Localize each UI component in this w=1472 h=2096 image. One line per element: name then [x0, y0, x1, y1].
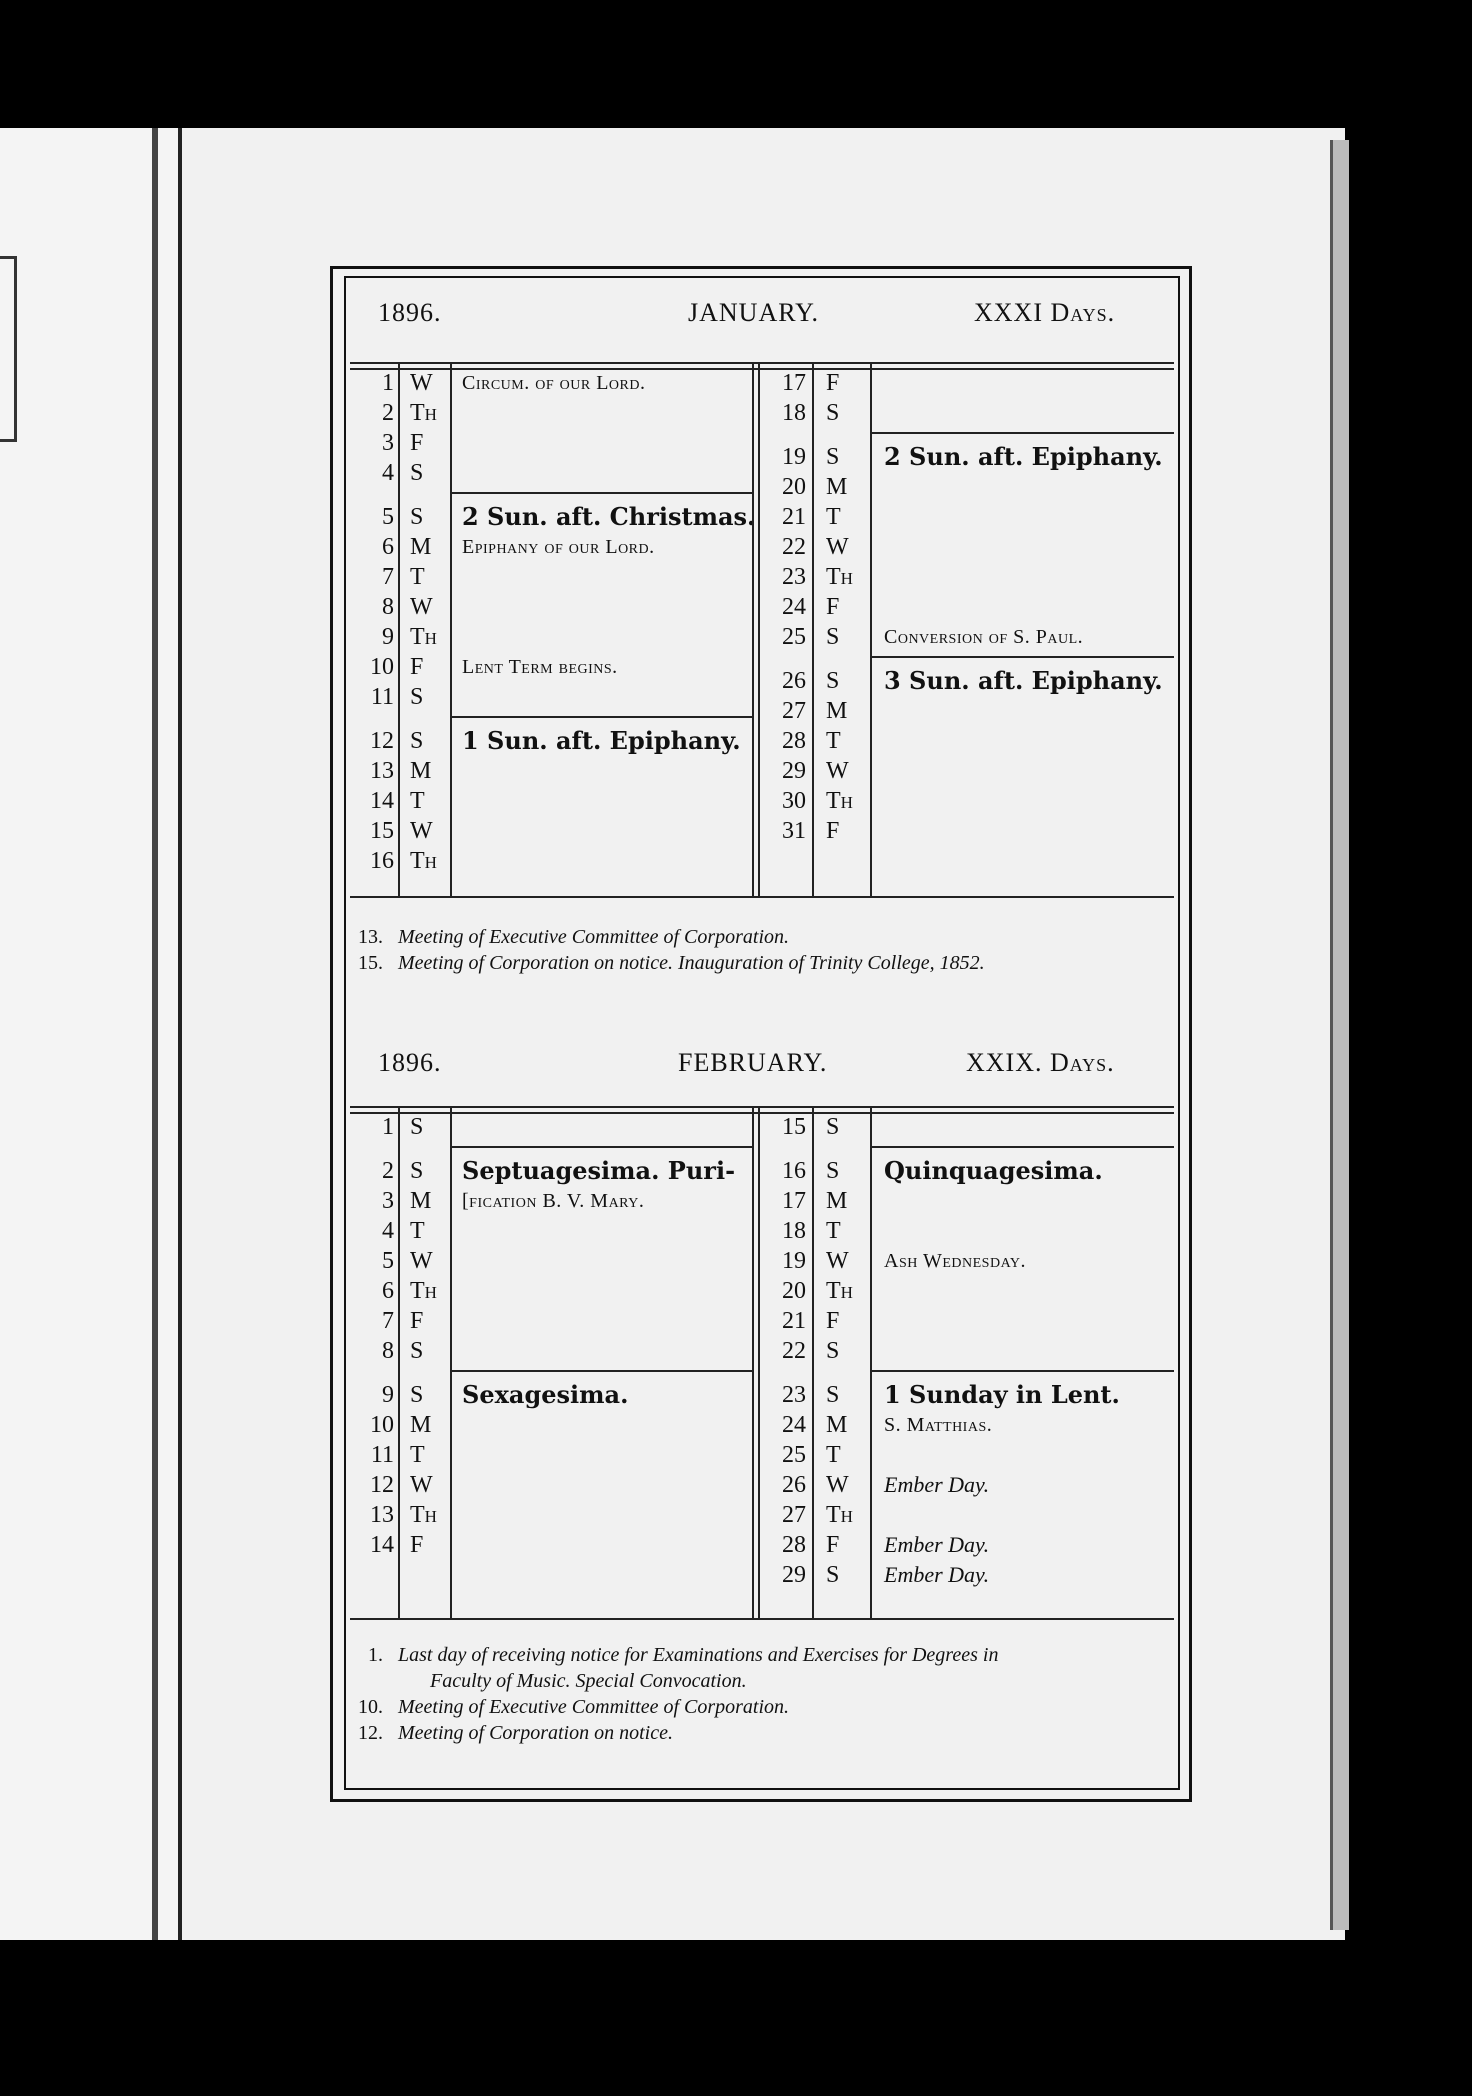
day-number: 27	[782, 698, 806, 724]
weekday: W	[826, 534, 849, 560]
day-number: 4	[382, 1218, 394, 1244]
day-event: 2 Sun. aft. Epiphany.	[884, 442, 1163, 471]
weekday: S	[410, 504, 424, 530]
weekday: W	[826, 1472, 849, 1498]
day-event: Epiphany of our Lord.	[462, 536, 655, 558]
weekday: S	[410, 1382, 424, 1408]
weekday: S	[410, 1114, 424, 1140]
day-event: Circum. of our Lord.	[462, 372, 646, 394]
weekday: F	[410, 430, 424, 456]
weekday: M	[826, 1412, 848, 1438]
day-number: 26	[782, 668, 806, 694]
note-text: Meeting of Corporation on notice. Inauguration of Trinity College, 1852.	[398, 952, 985, 974]
weekday: W	[410, 818, 433, 844]
weekday: T	[826, 728, 841, 754]
weekday: Th	[826, 788, 853, 814]
day-number: 5	[382, 1248, 394, 1274]
weekday: F	[826, 1308, 840, 1334]
weekday: T	[410, 1442, 425, 1468]
day-number: 29	[782, 1562, 806, 1588]
day-number: 23	[782, 1382, 806, 1408]
weekday: T	[410, 564, 425, 590]
weekday: W	[410, 1248, 433, 1274]
weekday: F	[410, 1308, 424, 1334]
day-number: 14	[370, 788, 394, 814]
weekday: Th	[826, 1278, 853, 1304]
weekday: M	[826, 474, 848, 500]
day-number: 6	[382, 1278, 394, 1304]
week-rule	[870, 656, 1174, 658]
weekday: T	[410, 1218, 425, 1244]
weekday: W	[826, 1248, 849, 1274]
weekday: T	[826, 1442, 841, 1468]
weekday: S	[826, 1114, 840, 1140]
weekday: S	[826, 1338, 840, 1364]
note-number: 15.	[358, 952, 383, 974]
day-number: 3	[382, 1188, 394, 1214]
day-number: 4	[382, 460, 394, 486]
day-number: 1	[382, 370, 394, 396]
weekday: Th	[410, 848, 437, 874]
day-event: Ember Day.	[884, 1562, 990, 1587]
day-number: 13	[370, 758, 394, 784]
week-rule	[450, 1146, 752, 1148]
weekday: S	[826, 1382, 840, 1408]
weekday: W	[410, 594, 433, 620]
note-text: Faculty of Music. Special Convocation.	[430, 1670, 747, 1692]
day-number: 12	[370, 728, 394, 754]
day-number: 15	[370, 818, 394, 844]
weekday: F	[826, 1532, 840, 1558]
note-text: Meeting of Executive Committee of Corporation.	[398, 926, 790, 948]
weekday: W	[410, 1472, 433, 1498]
day-number: 21	[782, 1308, 806, 1334]
week-rule	[870, 1146, 1174, 1148]
day-event: Conversion of S. Paul.	[884, 626, 1084, 648]
note-text: Last day of receiving notice for Examinations and Exercises for Degrees in	[398, 1644, 999, 1666]
day-number: 20	[782, 474, 806, 500]
left-num-rule	[398, 364, 400, 896]
weekday: S	[826, 444, 840, 470]
right-num-rule	[812, 1108, 814, 1618]
day-event: Ember Day.	[884, 1532, 990, 1557]
day-event: Septuagesima. Puri-	[462, 1156, 736, 1185]
note-text: Meeting of Executive Committee of Corporation.	[398, 1696, 790, 1718]
day-number: 11	[370, 684, 394, 710]
day-event: Sexagesima.	[462, 1380, 629, 1409]
week-rule	[450, 716, 752, 718]
day-number: 17	[782, 1188, 806, 1214]
february-top-rule	[350, 1106, 1174, 1114]
day-event: Quinquagesima.	[884, 1156, 1103, 1185]
day-number: 19	[782, 1248, 806, 1274]
day-number: 28	[782, 728, 806, 754]
january-days-label: XXXI Days.	[974, 298, 1116, 327]
day-number: 25	[782, 624, 806, 650]
day-number: 9	[382, 624, 394, 650]
day-number: 23	[782, 564, 806, 590]
week-rule	[870, 1370, 1174, 1372]
day-event: Ember Day.	[884, 1472, 990, 1497]
day-number: 28	[782, 1532, 806, 1558]
day-event: Lent Term begins.	[462, 656, 618, 678]
day-number: 17	[782, 370, 806, 396]
left-num-rule	[398, 1108, 400, 1618]
week-rule	[450, 1370, 752, 1372]
day-number: 13	[370, 1502, 394, 1528]
day-number: 25	[782, 1442, 806, 1468]
day-number: 24	[782, 594, 806, 620]
weekday: F	[826, 818, 840, 844]
day-number: 9	[382, 1382, 394, 1408]
day-number: 12	[370, 1472, 394, 1498]
weekday: S	[410, 684, 424, 710]
note-number: 13.	[358, 926, 383, 948]
weekday: Th	[826, 564, 853, 590]
day-number: 30	[782, 788, 806, 814]
day-number: 7	[382, 1308, 394, 1334]
weekday: M	[826, 698, 848, 724]
left-dow-rule	[450, 1108, 452, 1618]
note-number: 1.	[368, 1644, 383, 1666]
weekday: S	[410, 460, 424, 486]
day-number: 8	[382, 1338, 394, 1364]
weekday: S	[826, 1158, 840, 1184]
weekday: M	[410, 1188, 432, 1214]
february-year: 1896.	[378, 1048, 442, 1077]
day-number: 20	[782, 1278, 806, 1304]
day-number: 18	[782, 400, 806, 426]
day-number: 10	[370, 1412, 394, 1438]
day-number: 18	[782, 1218, 806, 1244]
february-days-label: XXIX. Days.	[966, 1048, 1115, 1077]
day-number: 16	[370, 848, 394, 874]
day-number: 29	[782, 758, 806, 784]
weekday: T	[826, 1218, 841, 1244]
day-event: [fication B. V. Mary.	[462, 1190, 645, 1212]
february-bottom-rule	[350, 1618, 1174, 1620]
week-rule	[870, 432, 1174, 434]
weekday: S	[826, 668, 840, 694]
day-number: 31	[782, 818, 806, 844]
facing-page-frame	[0, 256, 17, 442]
weekday: S	[826, 1562, 840, 1588]
day-number: 11	[370, 1442, 394, 1468]
weekday: F	[410, 1532, 424, 1558]
right-dow-rule	[870, 364, 872, 896]
weekday: T	[826, 504, 841, 530]
note-number: 12.	[358, 1722, 383, 1744]
note-text: Meeting of Corporation on notice.	[398, 1722, 673, 1744]
page-edge	[1330, 140, 1349, 1930]
weekday: S	[826, 400, 840, 426]
weekday: Th	[410, 400, 437, 426]
day-event: Ash Wednesday.	[884, 1250, 1027, 1272]
left-dow-rule	[450, 364, 452, 896]
weekday: S	[410, 1338, 424, 1364]
day-number: 6	[382, 534, 394, 560]
day-event: S. Matthias.	[884, 1414, 993, 1436]
day-number: 27	[782, 1502, 806, 1528]
weekday: M	[826, 1188, 848, 1214]
day-number: 26	[782, 1472, 806, 1498]
weekday: S	[410, 1158, 424, 1184]
day-number: 3	[382, 430, 394, 456]
weekday: Th	[410, 1502, 437, 1528]
weekday: Th	[410, 624, 437, 650]
day-number: 22	[782, 1338, 806, 1364]
weekday: M	[410, 758, 432, 784]
day-number: 22	[782, 534, 806, 560]
weekday: S	[826, 624, 840, 650]
weekday: W	[826, 758, 849, 784]
note-number: 10.	[358, 1696, 383, 1718]
day-number: 24	[782, 1412, 806, 1438]
weekday: S	[410, 728, 424, 754]
day-number: 14	[370, 1532, 394, 1558]
weekday: F	[410, 654, 424, 680]
book-binding	[152, 128, 158, 1940]
january-month-title: JANUARY.	[688, 298, 820, 327]
center-double-rule	[752, 1108, 760, 1618]
day-number: 7	[382, 564, 394, 590]
weekday: M	[410, 1412, 432, 1438]
day-number: 1	[382, 1114, 394, 1140]
day-event: 1 Sun. aft. Epiphany.	[462, 726, 741, 755]
day-event: 3 Sun. aft. Epiphany.	[884, 666, 1163, 695]
day-number: 16	[782, 1158, 806, 1184]
day-number: 5	[382, 504, 394, 530]
weekday: Th	[410, 1278, 437, 1304]
day-number: 19	[782, 444, 806, 470]
day-number: 15	[782, 1114, 806, 1140]
week-rule	[450, 492, 752, 494]
january-year: 1896.	[378, 298, 442, 327]
weekday: Th	[826, 1502, 853, 1528]
day-number: 8	[382, 594, 394, 620]
center-double-rule	[752, 364, 760, 896]
weekday: F	[826, 594, 840, 620]
right-num-rule	[812, 364, 814, 896]
weekday: T	[410, 788, 425, 814]
weekday: M	[410, 534, 432, 560]
day-number: 10	[370, 654, 394, 680]
day-event: 2 Sun. aft. Christmas.	[462, 502, 756, 531]
day-number: 2	[382, 400, 394, 426]
january-bottom-rule	[350, 896, 1174, 898]
weekday: F	[826, 370, 840, 396]
day-number: 2	[382, 1158, 394, 1184]
weekday: W	[410, 370, 433, 396]
day-number: 21	[782, 504, 806, 530]
day-event: 1 Sunday in Lent.	[884, 1380, 1120, 1409]
february-month-title: FEBRUARY.	[678, 1048, 828, 1077]
right-dow-rule	[870, 1108, 872, 1618]
